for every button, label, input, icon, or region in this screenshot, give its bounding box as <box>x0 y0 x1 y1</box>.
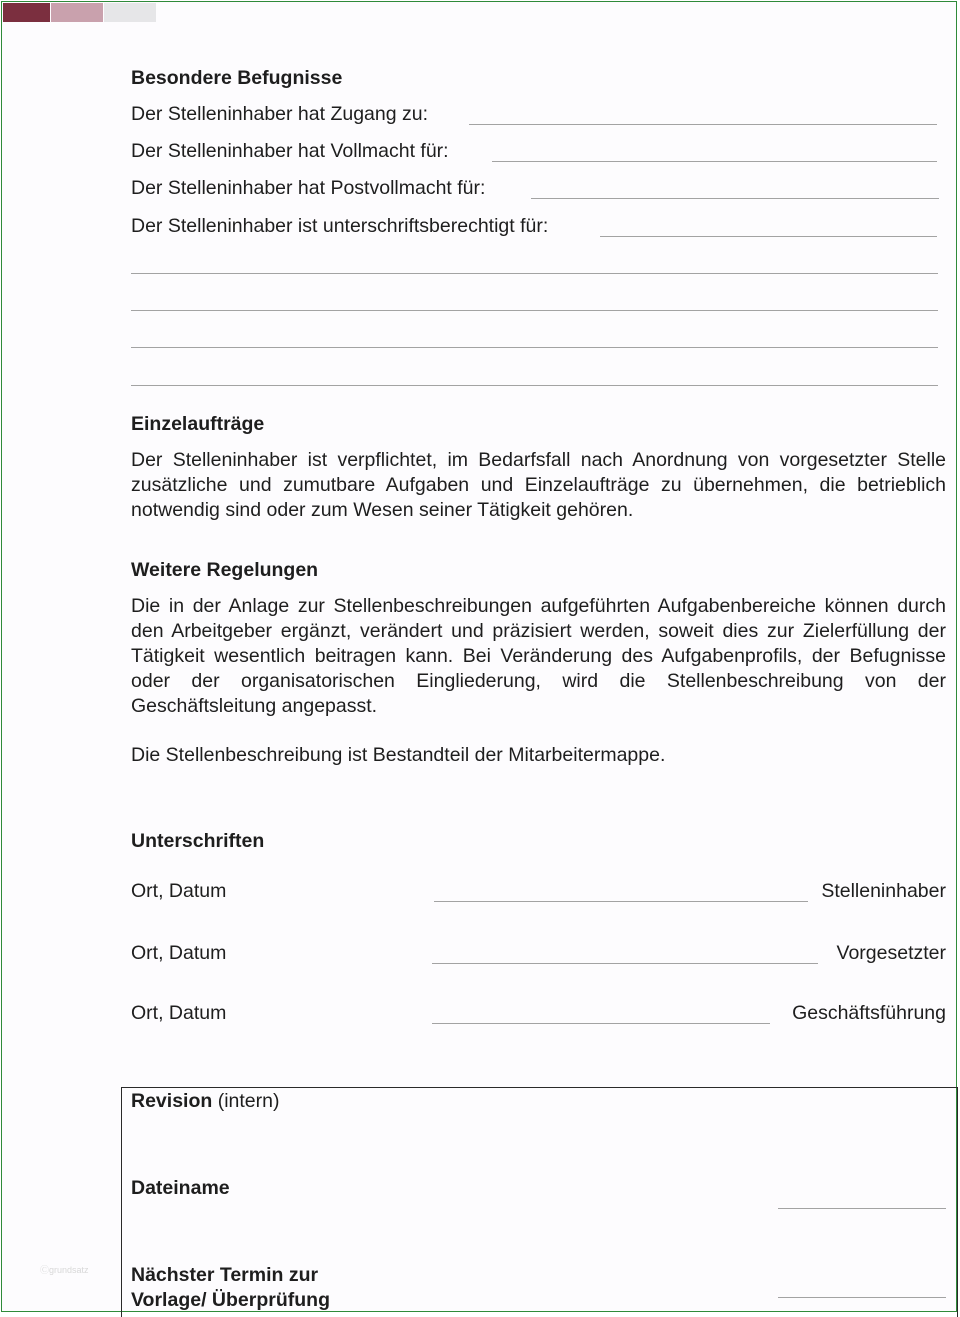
label-vollmacht: Der Stelleninhaber hat Vollmacht für: <box>131 140 449 162</box>
termin-label-line2: Vorlage/ Überprüfung <box>131 1289 330 1311</box>
paragraph-einzelauftraege: Der Stelleninhaber ist verpflichtet, im Bedarfsfall nach Anordnung von vorgesetzter Stelle zusätzliche und zumutbare Aufgaben und Einzelaufträge zu übernehmen, die betrieblich notwendig sind oder zum Wesen seiner Tätigkeit gehören. <box>131 449 946 521</box>
paragraph-weitere-regelungen: Die in der Anlage zur Stellenbeschreibungen aufgeführten Aufgabenbereiche können durch den Arbeitgeber ergänzt, verändert und präzisiert werden, soweit dies zur Zielerfüllung der Tätigkeit wesentlich beitragen kann. Bei Veränderung des Aufgabenprofils, der Befugnisse oder der organisatorischen Eingliederung, wird die Stellenbeschreibung von der Geschäftsleitung angepasst. <box>131 595 946 717</box>
signature-role-vorgesetzter: Vorgesetzter <box>836 942 946 964</box>
blank-line-4[interactable] <box>131 385 938 386</box>
fill-line-zugang[interactable] <box>469 124 937 125</box>
blank-line-2[interactable] <box>131 310 938 311</box>
termin-label-line1: Nächster Termin zur <box>131 1264 319 1286</box>
section-heading-einzelauftraege: Einzelaufträge <box>131 413 265 435</box>
revision-heading <box>131 1090 279 1113</box>
paragraph-mitarbeitermappe: Die Stellenbeschreibung ist Bestandteil der Mitarbeitermappe. <box>131 744 666 766</box>
signature-label-ort-datum-2: Ort, Datum <box>131 942 227 964</box>
label-postvollmacht: Der Stelleninhaber hat Postvollmacht für: <box>131 177 486 199</box>
signature-label-ort-datum-3: Ort, Datum <box>131 1002 227 1024</box>
signature-line-geschaeftsfuehrung[interactable] <box>432 1023 770 1024</box>
watermark: Ⓒgrundsatz <box>40 1265 89 1275</box>
blank-line-3[interactable] <box>131 347 938 348</box>
fill-line-vollmacht[interactable] <box>492 161 937 162</box>
fill-line-postvollmacht[interactable] <box>531 198 939 199</box>
label-unterschriftsberechtigt: Der Stelleninhaber ist unterschriftsberechtigt für: <box>131 215 549 237</box>
label-zugang: Der Stelleninhaber hat Zugang zu: <box>131 103 429 125</box>
dateiname-label: Dateiname <box>131 1177 230 1199</box>
header-color-stripe-medium <box>51 3 103 22</box>
dateiname-field-line[interactable] <box>778 1208 946 1209</box>
signature-line-stelleninhaber[interactable] <box>434 901 808 902</box>
signature-line-vorgesetzter[interactable] <box>432 963 818 964</box>
signature-role-stelleninhaber: Stelleninhaber <box>821 880 946 902</box>
section-heading-befugnisse: Besondere Befugnisse <box>131 67 343 89</box>
section-heading-weitere-regelungen: Weitere Regelungen <box>131 559 319 581</box>
revision-suffix: (intern) <box>217 1090 280 1112</box>
header-color-stripe-light <box>104 3 156 22</box>
signature-label-ort-datum-1: Ort, Datum <box>131 880 227 902</box>
revision-label: Revision <box>131 1090 213 1112</box>
blank-line-1[interactable] <box>131 273 938 274</box>
header-color-stripe-dark <box>3 3 50 22</box>
section-heading-unterschriften: Unterschriften <box>131 830 265 852</box>
signature-role-geschaeftsfuehrung: Geschäftsführung <box>792 1002 946 1024</box>
fill-line-unterschriftsberechtigt[interactable] <box>600 236 937 237</box>
termin-field-line[interactable] <box>778 1297 946 1298</box>
